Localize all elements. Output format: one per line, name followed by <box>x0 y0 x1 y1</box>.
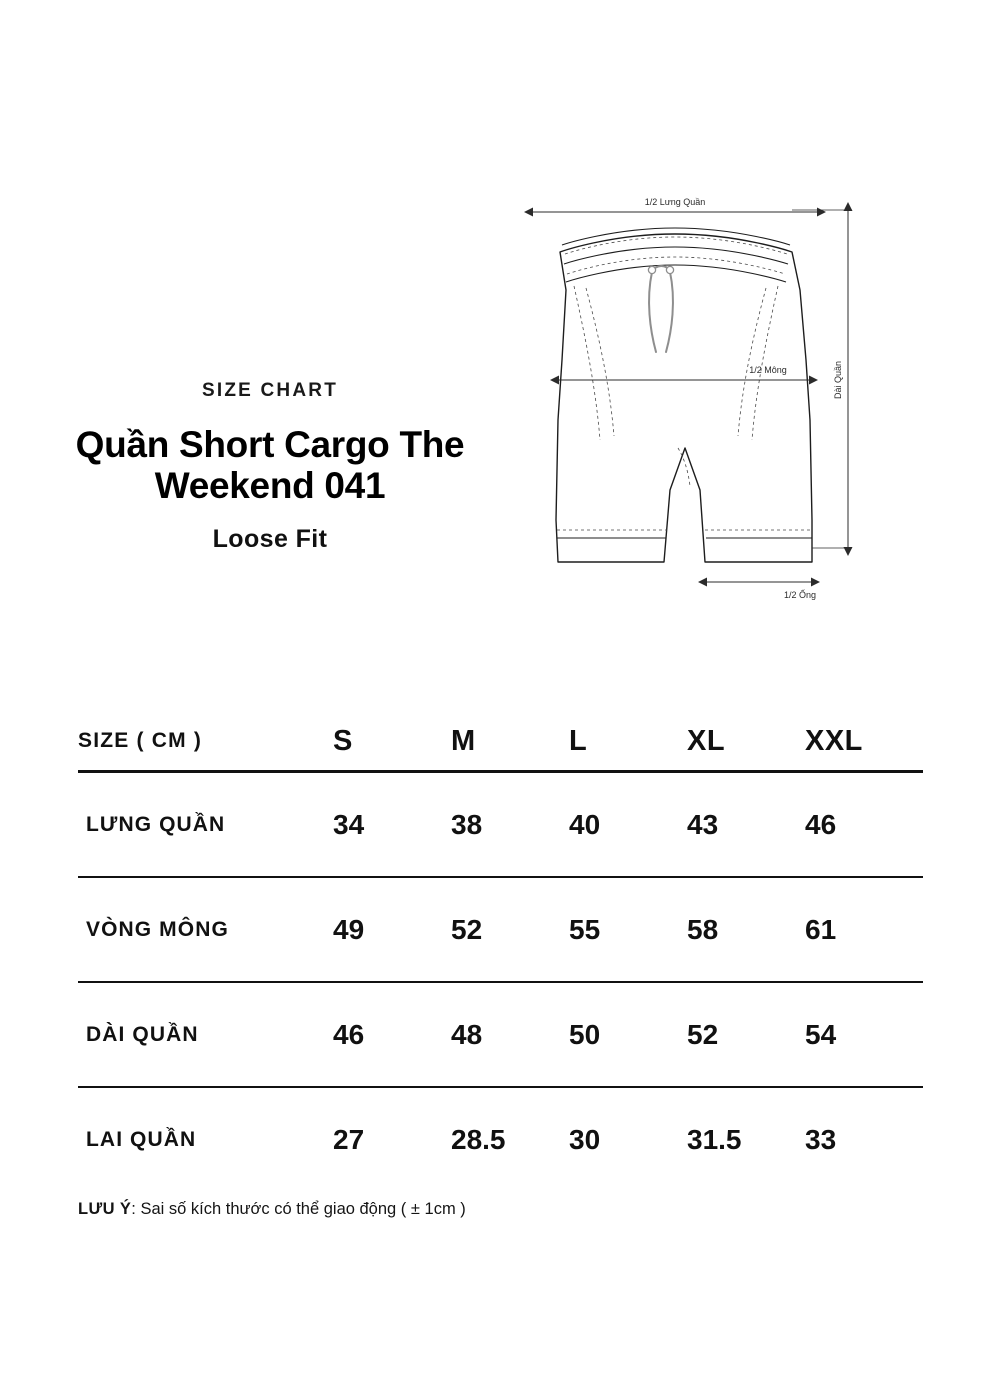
row-label-waist: LƯNG QUẦN <box>78 772 333 878</box>
row-label-length: DÀI QUẦN <box>78 982 333 1087</box>
size-chart-table <box>78 712 923 1191</box>
title-block <box>60 380 480 554</box>
table-row <box>78 982 923 1087</box>
cell-hip-s: 49 <box>333 877 451 982</box>
column-header-xl: XL <box>687 712 805 772</box>
column-header-size-unit: SIZE ( CM ) <box>78 712 333 772</box>
column-header-m: M <box>451 712 569 772</box>
page-title: Quần Short Cargo The Weekend 041 <box>75 424 465 507</box>
cell-length-s: 46 <box>333 982 451 1087</box>
cell-waist-m: 38 <box>451 772 569 878</box>
column-header-s: S <box>333 712 451 772</box>
table-row <box>78 772 923 878</box>
cell-hem-m: 28.5 <box>451 1123 506 1155</box>
cell-length-l: 50 <box>569 982 687 1087</box>
chart-header-section <box>0 0 1000 690</box>
cell-length-m: 48 <box>451 982 569 1087</box>
shorts-technical-drawing <box>500 190 970 640</box>
cell-length-xl: 52 <box>687 982 805 1087</box>
footnote-prefix: LƯU Ý <box>78 1200 132 1218</box>
dim-label-leg-opening: 1/2 Ống <box>783 590 817 600</box>
table-row <box>78 877 923 982</box>
cell-hip-xxl: 61 <box>805 877 923 982</box>
dim-label-waist: 1/2 Lưng Quần <box>644 197 706 207</box>
cell-hip-l: 55 <box>569 877 687 982</box>
column-header-xxl: XXL <box>805 712 923 772</box>
cell-hem-xxl: 33 <box>805 1123 837 1155</box>
cell-hip-xl: 58 <box>687 877 805 982</box>
cell-hem-s: 27 <box>333 1123 365 1155</box>
cell-hip-m: 52 <box>451 877 569 982</box>
footnote <box>78 1200 466 1219</box>
table-header-row <box>78 712 923 772</box>
cell-waist-s: 34 <box>333 772 451 878</box>
dim-label-hip: 1/2 Mông <box>749 365 787 375</box>
fit-label: Loose Fit <box>212 524 328 553</box>
table-row <box>78 1087 923 1191</box>
row-label-hip: VÒNG MÔNG <box>78 877 333 982</box>
column-header-l: L <box>569 712 687 772</box>
chart-eyebrow-label: SIZE CHART <box>202 380 338 401</box>
cell-waist-xxl: 46 <box>805 772 923 878</box>
cell-hem-xl: 31.5 <box>687 1123 742 1155</box>
size-chart-table-wrap <box>78 712 923 1191</box>
footnote-text: : Sai số kích thước có thể giao động ( ± 1cm ) <box>131 1200 466 1218</box>
cell-waist-xl: 43 <box>687 772 805 878</box>
cell-length-xxl: 54 <box>805 982 923 1087</box>
cell-waist-l: 40 <box>569 772 687 878</box>
cell-hem-l: 30 <box>569 1123 601 1155</box>
row-label-hem: LAI QUẦN <box>86 1127 197 1151</box>
dim-label-length: Dài Quần <box>833 360 843 400</box>
